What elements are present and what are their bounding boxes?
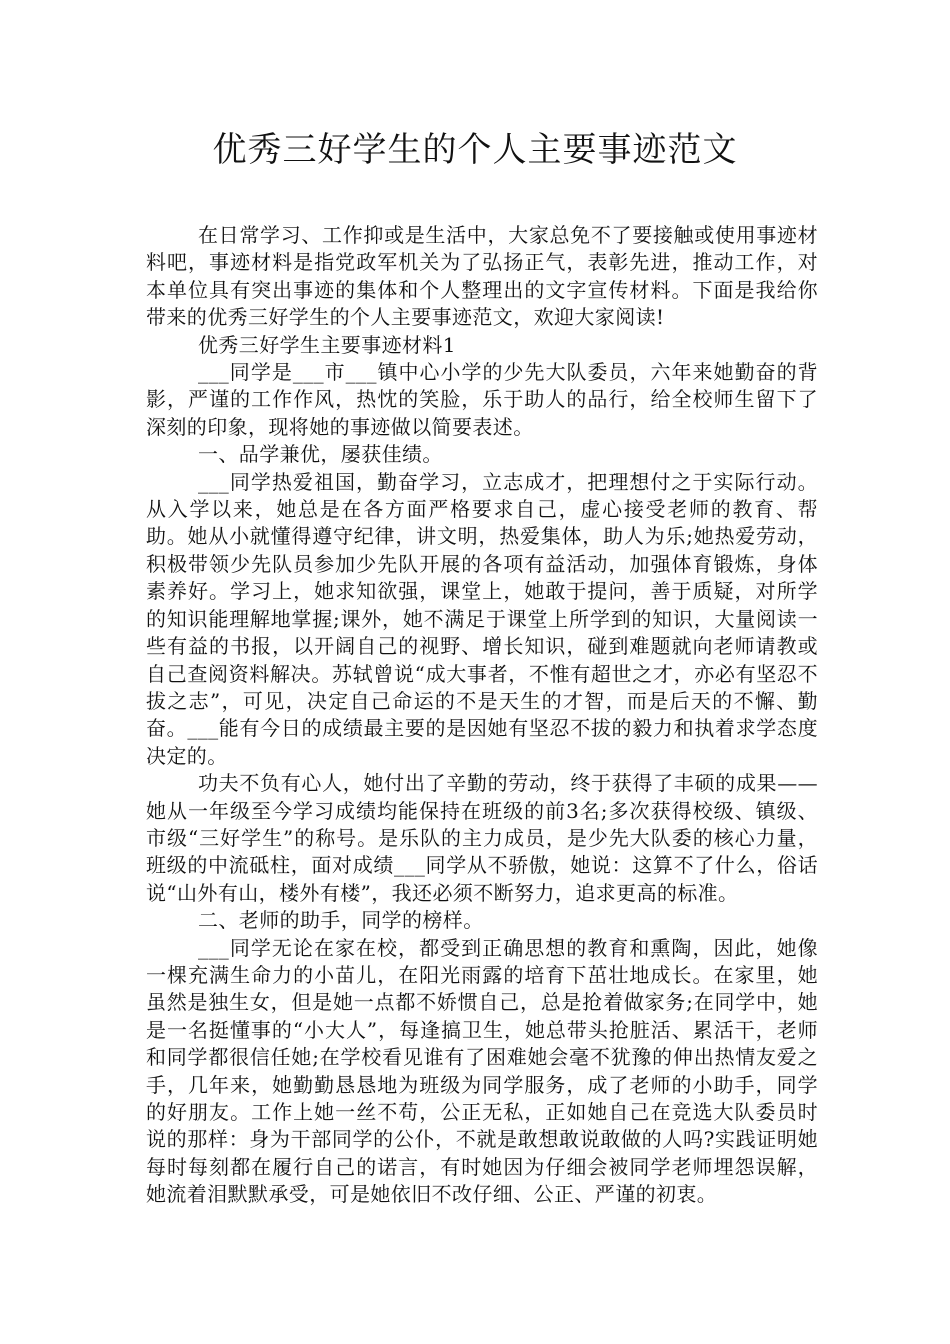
document-title: 优秀三好学生的个人主要事迹范文 — [212, 130, 738, 170]
intro-paragraph: 在日常学习、工作抑或是生活中，大家总免不了要接触或使用事迹材料吧，事迹材料是指党政军机关为了弘扬正气，表彰先进，推动工作，对本单位具有突出事迹的集体和个人整理出的文字宣传材料。下面是我给你带来的优秀三好学生的个人主要事迹范文，欢迎大家阅读! — [146, 223, 818, 330]
section-heading-material-1: 优秀三好学生主要事迹材料1 — [198, 332, 456, 357]
body-paragraph: ___同学是___市___镇中心小学的少先大队委员，六年来她勤奋的背影，严谨的工作作风，热忱的笑脸，乐于助人的品行，给全校师生留下了深刻的印象，现将她的事迹做以简要表述。 — [146, 360, 818, 439]
body-paragraph: ___同学热爱祖国，勤奋学习，立志成才，把理想付之于实际行动。从入学以来，她总是在各方面严格要求自己，虚心接受老师的教育、帮助。她从小就懂得遵守纪律，讲文明，热爱集体，助人为乐;她热爱劳动，积极带领少先队员参加少先队开展的各项有益活动，加强体育锻炼，身体素养好。学习上，她求知欲强，课堂上，她敢于提问，善于质疑，对所学的知识能理解地掌握;课外，她不满足于课堂上所学到的知识，大量阅读一些有益的书报，以开阔自己的视野、增长知识，碰到难题就向老师请教或自己查阅资料解决。苏轼曾说“成大事者，不惟有超世之才，亦必有坚忍不拔之志”，可见，决定自己命运的不是天生的才智，而是后天的不懈、勤奋。___能有今日的成绩最主要的是因她有坚忍不拔的毅力和执着求学态度决定的。 — [146, 469, 818, 768]
body-paragraph: ___同学无论在家在校，都受到正确思想的教育和熏陶，因此，她像一棵充满生命力的小苗儿，在阳光雨露的培育下茁壮地成长。在家里，她虽然是独生女，但是她一点都不娇惯自己，总是抢着做家务;在同学中，她是一名挺懂事的“小大人”，每逢搞卫生，她总带头抢脏活、累活干，老师和同学都很信任她;在学校看见谁有了困难她会毫不犹豫的伸出热情友爱之手，几年来，她勤勤恳恳地为班级为同学服务，成了老师的小助手，同学的好朋友。工作上她一丝不苟，公正无私，正如她自己在竞选大队委员时说的那样：身为干部同学的公仆，不就是敢想敢说敢做的人吗?实践证明她每时每刻都在履行自己的诺言，有时她因为仔细会被同学老师埋怨误解，她流着泪默默承受，可是她依旧不改仔细、公正、严谨的初衷。 — [146, 935, 818, 1207]
subheading-academic: 一、品学兼优，屡获佳绩。 — [198, 442, 443, 467]
body-paragraph: 功夫不负有心人，她付出了辛勤的劳动，终于获得了丰硕的成果——她从一年级至今学习成绩均能保持在班级的前3名;多次获得校级、镇级、市级“三好学生”的称号。是乐队的主力成员，是少先大队委的核心力量，班级的中流砥柱，面对成绩___同学从不骄傲，她说：这算不了什么，俗话说“山外有山，楼外有楼”，我还必须不断努力，追求更高的标准。 — [146, 771, 818, 905]
subheading-role-model: 二、老师的助手，同学的榜样。 — [198, 908, 484, 933]
document-body — [146, 222, 818, 1209]
